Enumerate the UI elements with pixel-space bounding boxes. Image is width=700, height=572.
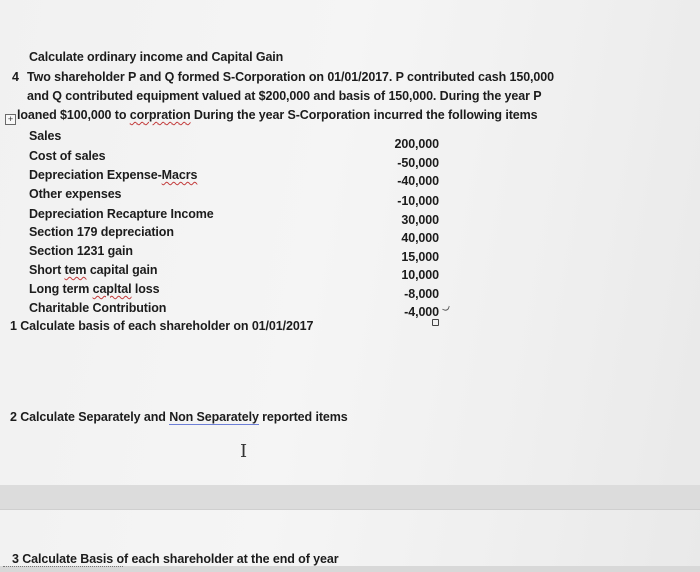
item-label-a: Short bbox=[29, 263, 65, 277]
item-label-misspelled: capltal bbox=[92, 282, 132, 296]
problem-line-3 bbox=[17, 108, 537, 123]
question-3: 3 Calculate Basis of each shareholder at the end of year bbox=[12, 552, 339, 566]
problem-line-2: and Q contributed equipment valued at $200,000 and basis of 150,000. During the year P bbox=[27, 89, 542, 103]
item-label: Other expenses bbox=[29, 187, 122, 201]
page-break-band bbox=[0, 485, 700, 509]
item-label-b: capital gain bbox=[86, 263, 158, 277]
question-2-a: 2 Calculate Separately and bbox=[10, 410, 170, 424]
item-value: 30,000 bbox=[401, 213, 439, 227]
item-value: -40,000 bbox=[397, 174, 439, 188]
question-2 bbox=[10, 410, 348, 425]
text-cursor-icon: I bbox=[240, 441, 248, 462]
item-label: Section 1231 gain bbox=[29, 244, 133, 258]
check-mark-icon bbox=[442, 304, 450, 312]
item-label: Depreciation Recapture Income bbox=[29, 207, 214, 221]
item-label bbox=[29, 282, 160, 297]
problem-line-3-c: During the year S-Corporation incurred the following items bbox=[190, 108, 538, 122]
problem-line-3-a: loaned $100,000 to bbox=[17, 108, 130, 122]
item-value: 10,000 bbox=[401, 268, 439, 282]
item-value: -10,000 bbox=[397, 194, 439, 208]
item-value: -4,000 bbox=[404, 305, 439, 319]
item-label: Cost of sales bbox=[29, 149, 106, 163]
item-label: Sales bbox=[29, 129, 62, 143]
divider bbox=[0, 509, 700, 510]
problem-number: 4 bbox=[12, 70, 19, 84]
problem-line-3-misspelled: corpration bbox=[129, 108, 191, 122]
expand-plus-icon[interactable]: + bbox=[5, 114, 16, 125]
question-2-c: reported items bbox=[258, 410, 348, 424]
question-2-underlined: Non Separately bbox=[169, 410, 259, 424]
question-1: 1 Calculate basis of each shareholder on 01/01/2017 bbox=[10, 319, 314, 333]
item-label-a: Long term bbox=[29, 282, 93, 296]
cut-off-text-fragment bbox=[3, 566, 123, 570]
item-label-b: loss bbox=[131, 282, 160, 296]
item-label-misspelled: Macrs bbox=[161, 168, 198, 182]
small-square-icon bbox=[432, 319, 439, 326]
item-value: 15,000 bbox=[401, 250, 439, 264]
item-value: -50,000 bbox=[397, 156, 439, 170]
item-value: -8,000 bbox=[404, 287, 439, 301]
item-value: 200,000 bbox=[394, 137, 439, 151]
problem-line-1: Two shareholder P and Q formed S-Corporation on 01/01/2017. P contributed cash 150,000 bbox=[27, 70, 554, 84]
item-label-misspelled: tem bbox=[64, 263, 87, 277]
item-label: Charitable Contribution bbox=[29, 301, 167, 315]
heading: Calculate ordinary income and Capital Gain bbox=[29, 50, 284, 64]
item-label: Section 179 depreciation bbox=[29, 225, 174, 239]
item-label bbox=[29, 263, 157, 278]
item-value: 40,000 bbox=[401, 231, 439, 245]
item-label-a: Depreciation Expense- bbox=[29, 168, 162, 182]
item-label bbox=[29, 168, 197, 183]
